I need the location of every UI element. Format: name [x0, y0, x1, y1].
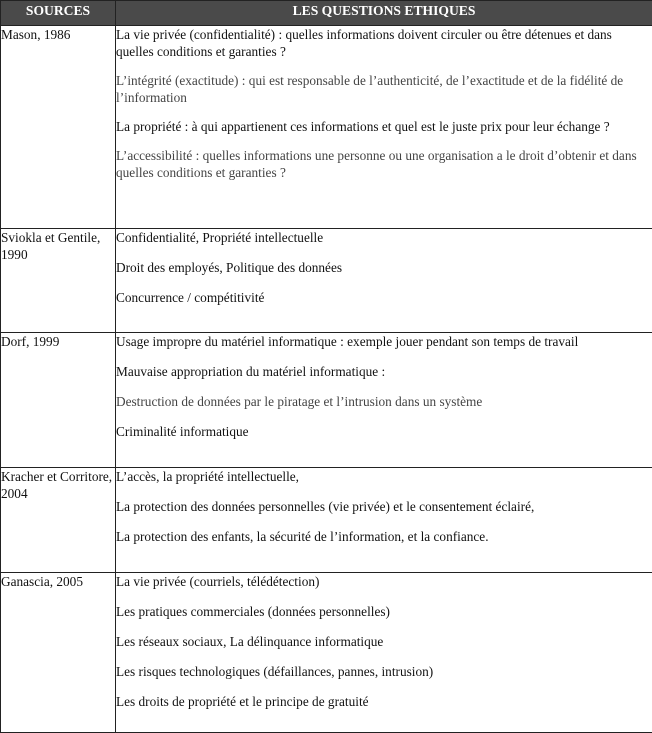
- question-item: La vie privée (courriels, télédétection): [116, 573, 652, 590]
- question-item: Mauvaise appropriation du matériel informatique :: [116, 363, 652, 380]
- question-item: Les droits de propriété et le principe de gratuité: [116, 693, 652, 710]
- source-cell: Sviokla et Gentile, 1990: [1, 229, 116, 333]
- question-item: Concurrence / compétitivité: [116, 289, 652, 306]
- table-row: [1, 468, 652, 573]
- question-item: La vie privée (confidentialité) : quelles informations doivent circuler ou être détenues et dans quelles conditions et garanties ?: [116, 26, 652, 60]
- question-item: Criminalité informatique: [116, 423, 652, 440]
- table-row: [1, 26, 652, 229]
- question-item: Les pratiques commerciales (données personnelles): [116, 603, 652, 620]
- header-row: [1, 1, 652, 26]
- question-item: La protection des données personnelles (vie privée) et le consentement éclairé,: [116, 498, 652, 515]
- table-row: [1, 573, 652, 733]
- question-item: Les risques technologiques (défaillances, pannes, intrusion): [116, 663, 652, 680]
- questions-cell: [116, 26, 652, 229]
- question-item: Confidentialité, Propriété intellectuelle: [116, 229, 652, 246]
- source-cell: Ganascia, 2005: [1, 573, 116, 733]
- questions-cell: [116, 229, 652, 333]
- question-item: La protection des enfants, la sécurité de l’information, et la confiance.: [116, 528, 652, 545]
- question-item: L’accessibilité : quelles informations une personne ou une organisation a le droit d’obtenir et dans quelles conditions et garanties ?: [116, 147, 652, 181]
- table-row: [1, 229, 652, 333]
- question-item: Usage impropre du matériel informatique : exemple jouer pendant son temps de travail: [116, 333, 652, 350]
- source-cell: Dorf, 1999: [1, 333, 116, 468]
- question-item: La propriété : à qui appartienent ces informations et quel est le juste prix pour leur échange ?: [116, 118, 652, 135]
- question-item: Les réseaux sociaux, La délinquance informatique: [116, 633, 652, 650]
- question-item: L’intégrité (exactitude) : qui est responsable de l’authenticité, de l’exactitude et de la fidélité de l’information: [116, 72, 652, 106]
- source-cell: Kracher et Corritore, 2004: [1, 468, 116, 573]
- questions-cell: [116, 333, 652, 468]
- table-row: [1, 333, 652, 468]
- question-item: Droit des employés, Politique des données: [116, 259, 652, 276]
- question-item: Destruction de données par le piratage et l’intrusion dans un système: [116, 393, 652, 410]
- question-item: L’accès, la propriété intellectuelle,: [116, 468, 652, 485]
- header-sources: SOURCES: [1, 1, 116, 26]
- questions-cell: [116, 468, 652, 573]
- source-cell: Mason, 1986: [1, 26, 116, 229]
- questions-cell: [116, 573, 652, 733]
- header-questions: LES QUESTIONS ETHIQUES: [116, 1, 652, 26]
